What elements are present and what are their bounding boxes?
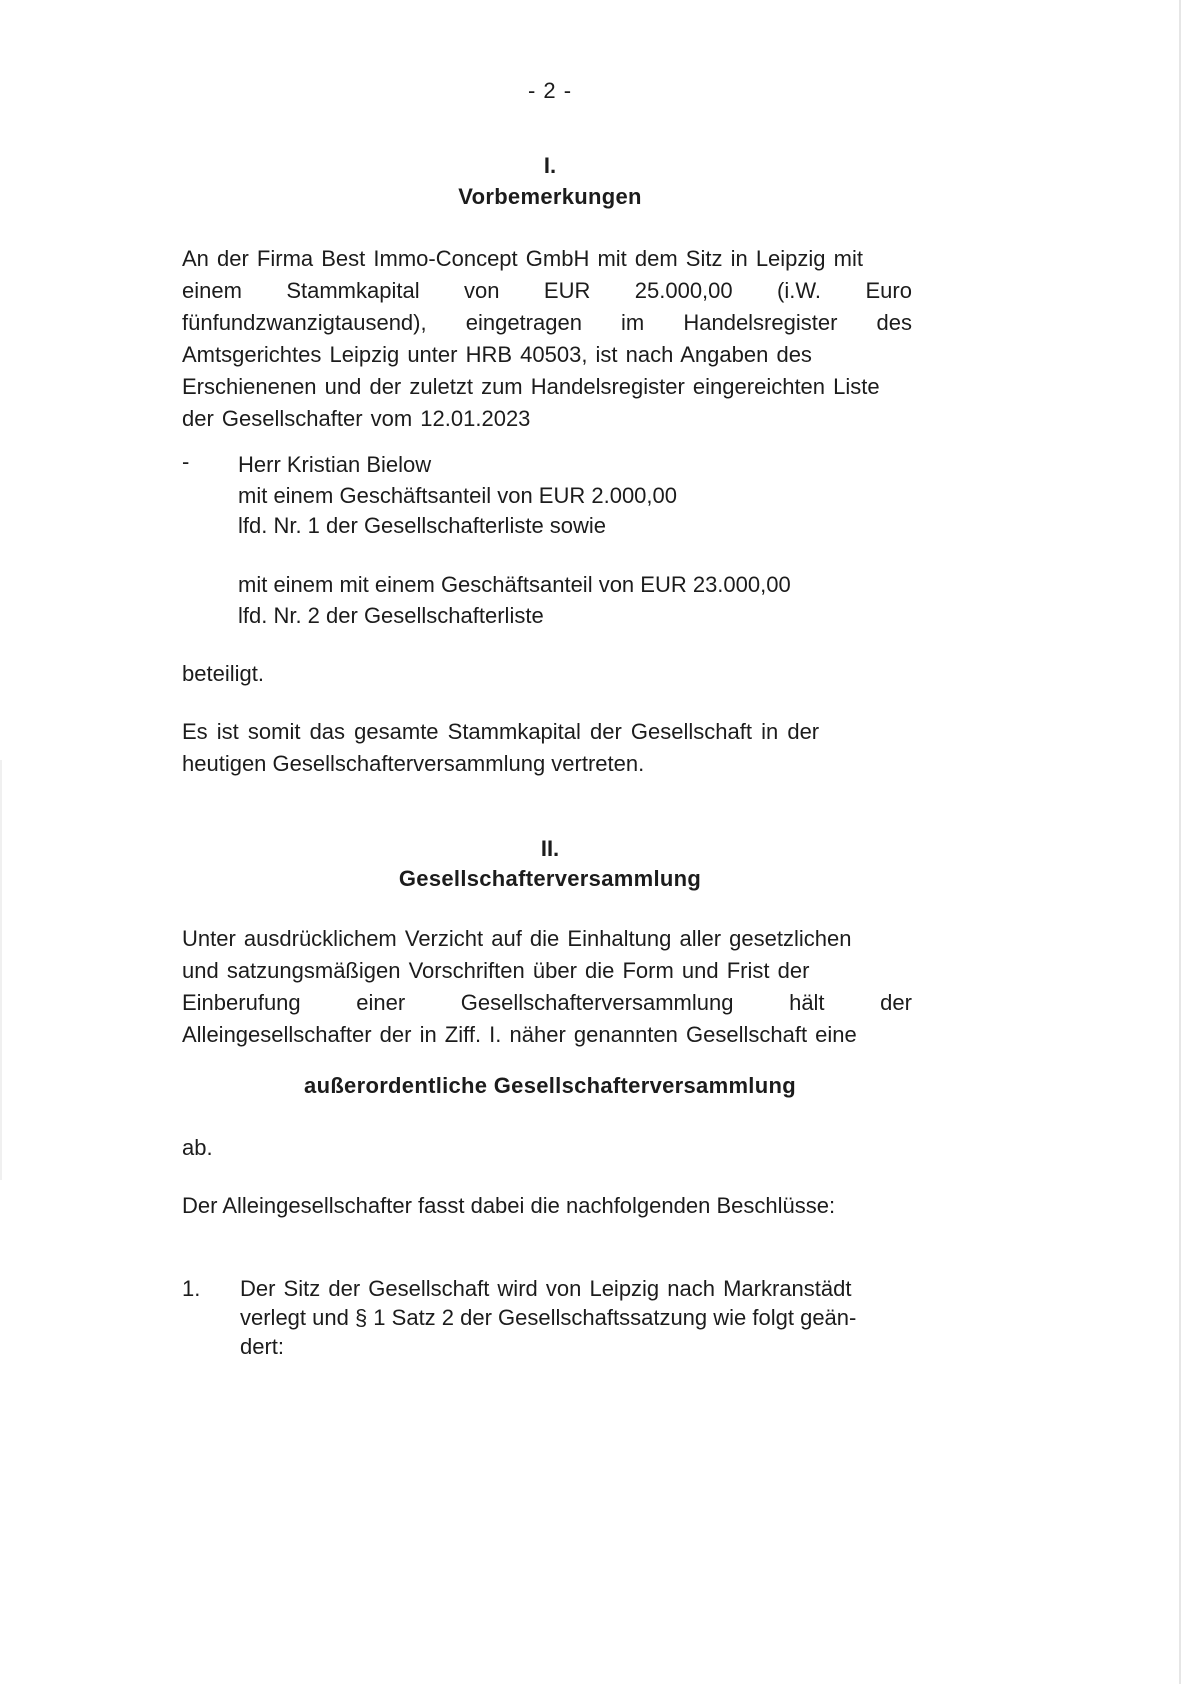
waiver-line-word: einer (356, 990, 406, 1015)
page-number: - 2 - (527, 78, 573, 103)
section-1-number: I. (543, 153, 557, 178)
intro-line-word: des (876, 310, 912, 335)
waiver-line-word: der (880, 990, 912, 1015)
section-2-title: Gesellschafterversammlung (398, 866, 702, 891)
waiver-line-word: Einberufung (182, 990, 301, 1015)
resolution-line: verlegt und § 1 Satz 2 der Gesellschaftssatzung wie folgt geän- (240, 1305, 857, 1330)
intro-line-word: Stammkapital (286, 278, 420, 303)
waiver-line-word: hält (789, 990, 825, 1015)
resolution-line: dert: (240, 1334, 285, 1359)
intro-paragraph (182, 243, 912, 435)
waiver-line: Unter ausdrücklichem Verzicht auf die Einhaltung aller gesetzlichen (182, 926, 852, 951)
list-bullet: - (182, 449, 190, 474)
intro-line: der Gesellschafter vom 12.01.2023 (182, 406, 531, 431)
resolution-1-number: 1. (182, 1276, 201, 1301)
resolution-1-text (240, 1274, 912, 1361)
capital-line: heutigen Gesellschafterversammlung vertreten. (182, 751, 645, 776)
waiver-line: und satzungsmäßigen Vorschriften über die Form und Frist der (182, 958, 810, 983)
intro-line (182, 307, 912, 339)
intro-line-word: Euro (865, 278, 912, 303)
resolution-line: Der Sitz der Gesellschaft wird von Leipzig nach Markranstädt (240, 1276, 852, 1301)
intro-line-word: fünfundzwanzigtausend), (182, 310, 427, 335)
capital-line: Es ist somit das gesamte Stammkapital der Gesellschaft in der (182, 719, 820, 744)
intro-line-word: im (621, 310, 645, 335)
ab-text: ab. (182, 1135, 213, 1160)
intro-line-word: (i.W. (777, 278, 822, 303)
beteiligt-text: beteiligt. (182, 661, 264, 686)
shareholder-name: Herr Kristian Bielow (238, 452, 432, 477)
capital-paragraph (182, 716, 912, 780)
share-1-number: lfd. Nr. 1 der Gesellschafterliste sowie (238, 513, 607, 538)
intro-line: Amtsgerichtes Leipzig unter HRB 40503, ist nach Angaben des (182, 342, 812, 367)
intro-line-word: von (464, 278, 500, 303)
section-2-number: II. (540, 836, 560, 861)
intro-line-word: Handelsregister (683, 310, 838, 335)
intro-line (182, 275, 912, 307)
intro-line: An der Firma Best Immo-Concept GmbH mit dem Sitz in Leipzig mit (182, 246, 863, 271)
intro-line-word: 25.000,00 (634, 278, 733, 303)
share-1-amount: mit einem Geschäftsanteil von EUR 2.000,00 (238, 483, 678, 508)
waiver-paragraph (182, 923, 912, 1051)
waiver-line-word: Gesellschafterversammlung (460, 990, 734, 1015)
intro-line: Erschienenen und der zuletzt zum Handelsregister eingereichten Liste (182, 374, 880, 399)
waiver-line (182, 987, 912, 1019)
meeting-type: außerordentliche Gesellschafterversammlung (304, 1073, 796, 1098)
intro-line-word: einem (182, 278, 242, 303)
share-2-amount: mit einem mit einem Geschäftsanteil von EUR 23.000,00 (238, 572, 791, 597)
waiver-line: Alleingesellschafter der in Ziff. I. näher genannten Gesellschaft eine (182, 1022, 857, 1047)
share-2-number: lfd. Nr. 2 der Gesellschafterliste (238, 603, 544, 628)
intro-line-word: eingetragen (465, 310, 582, 335)
resolutions-intro: Der Alleingesellschafter fasst dabei die nachfolgenden Beschlüsse: (182, 1193, 836, 1218)
section-1-title: Vorbemerkungen (458, 184, 642, 209)
intro-line-word: EUR (543, 278, 591, 303)
